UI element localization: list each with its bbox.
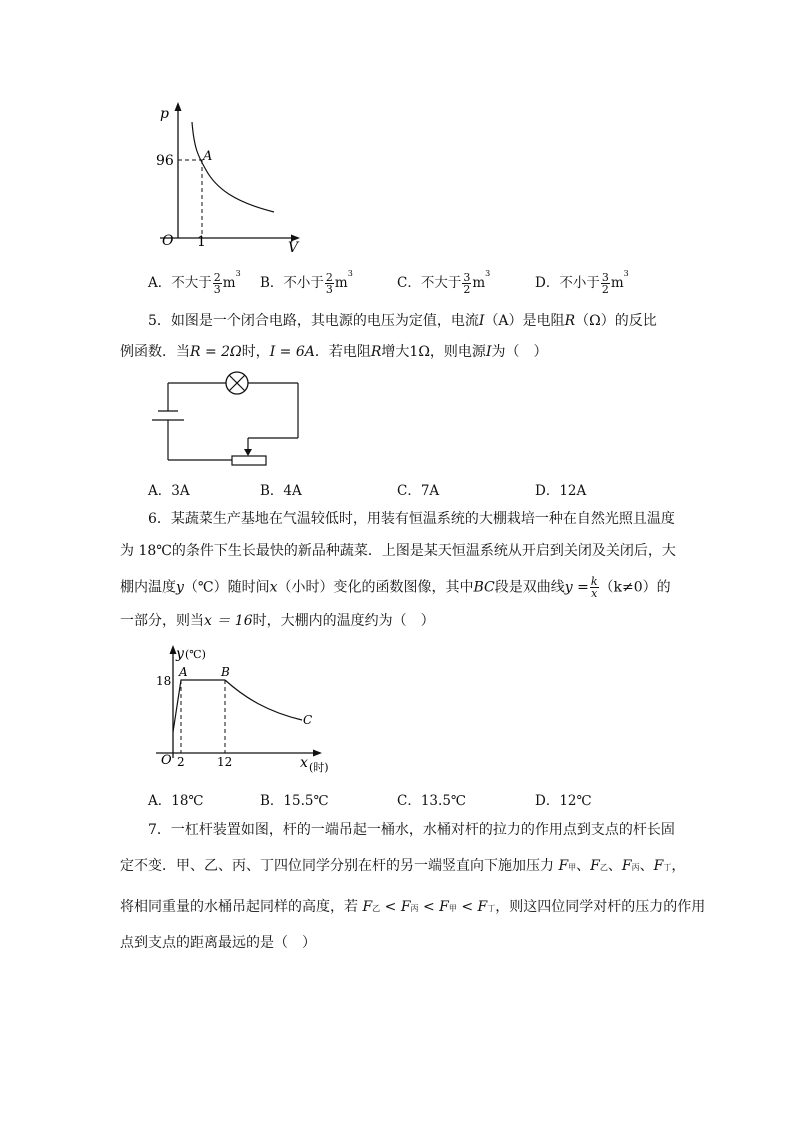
q4-x-tick: 1 (197, 234, 206, 250)
q6-line-2: 为 18℃的条件下生长最快的新品种蔬菜．上图是某天恒温系统从开启到关闭及关闭后，大 (120, 543, 676, 559)
q6-point-b: B (221, 665, 230, 679)
q6-option-c[interactable]: C．13.5℃ (397, 793, 467, 809)
q6-y-tick: 18 (156, 674, 172, 688)
q6-point-a: A (179, 665, 188, 679)
q6-x-label: x (300, 755, 308, 771)
q5-option-c[interactable]: C．7A (397, 483, 440, 499)
q5-option-d[interactable]: D．12A (535, 483, 587, 499)
q7-line-4: 点到支点的距离最远的是（ ） (120, 935, 316, 951)
q6-y-unit: (℃) (185, 648, 206, 661)
q4-graph (150, 98, 310, 258)
q5-line-1: 5．如图是一个闭合电路，其电源的电压为定值，电流I（A）是电阻R（Ω）的反比 (148, 313, 657, 329)
q6-option-a[interactable]: A．18℃ (148, 793, 204, 809)
q6-line-1: 6．某蔬菜生产基地在气温较低时，用装有恒温系统的大棚栽培一种在自然光照且温度 (148, 511, 675, 527)
q4-option-c[interactable]: C．不大于 $\frac{3}{2}$ $m^3$ (397, 269, 491, 296)
q4-point-a: A (203, 149, 213, 164)
q5-option-a[interactable]: A．3A (148, 483, 190, 499)
q6-x-unit: (时) (309, 761, 329, 774)
q5-circuit-diagram (148, 366, 308, 470)
q5-option-b[interactable]: B．4A (260, 483, 302, 499)
q4-option-a[interactable]: A．不大于 $\frac{2}{3}$ $m^3$ (148, 269, 241, 296)
q6-option-d[interactable]: D．12℃ (535, 793, 592, 809)
q6-line-4: 一部分，则当x ＝ 16时，大棚内的温度约为（ ） (120, 613, 435, 629)
q7-line-3: 将相同重量的水桶吊起同样的高度，若 F乙 < F丙 < F甲 < F丁，则这四位同学对杆的压力的作用 (120, 899, 706, 915)
q4-origin: O (162, 233, 174, 249)
q4-option-d[interactable]: D．不小于 $\frac{3}{2}$ $m^3$ (535, 269, 629, 296)
q5-line-2: 例函数．当R = 2Ω时，I = 6A．若电阻R增大1Ω，则电源I为（ ） (120, 344, 548, 360)
q6-point-c: C (303, 713, 313, 727)
q6-y-label: y (176, 646, 184, 662)
q6-option-b[interactable]: B．15.5℃ (260, 793, 329, 809)
q6-line-3: 棚内温度y（℃）随时间x（小时）变化的函数图像，其中BC段是双曲线y = $\frac{k}{x}$ （k≠0）的 (120, 575, 671, 600)
q4-y-tick: 96 (156, 153, 174, 169)
q4-y-label: p (160, 106, 169, 122)
q7-line-2: 定不变．甲、乙、丙、丁四位同学分别在杆的另一端竖直向下施加压力 F甲、F乙、F丙、F丁， (120, 858, 686, 874)
q6-graph (150, 640, 340, 780)
q6-x-tick-12: 12 (217, 755, 233, 769)
q4-x-label: V (288, 240, 299, 256)
q6-origin: O (161, 753, 172, 768)
q4-option-b[interactable]: B．不小于 $\frac{2}{3}$ $m^3$ (260, 269, 353, 296)
q7-line-1: 7．一杠杆装置如图，杆的一端吊起一桶水，水桶对杆的拉力的作用点到支点的杆长固 (148, 822, 675, 838)
q6-x-tick-2: 2 (177, 755, 185, 769)
